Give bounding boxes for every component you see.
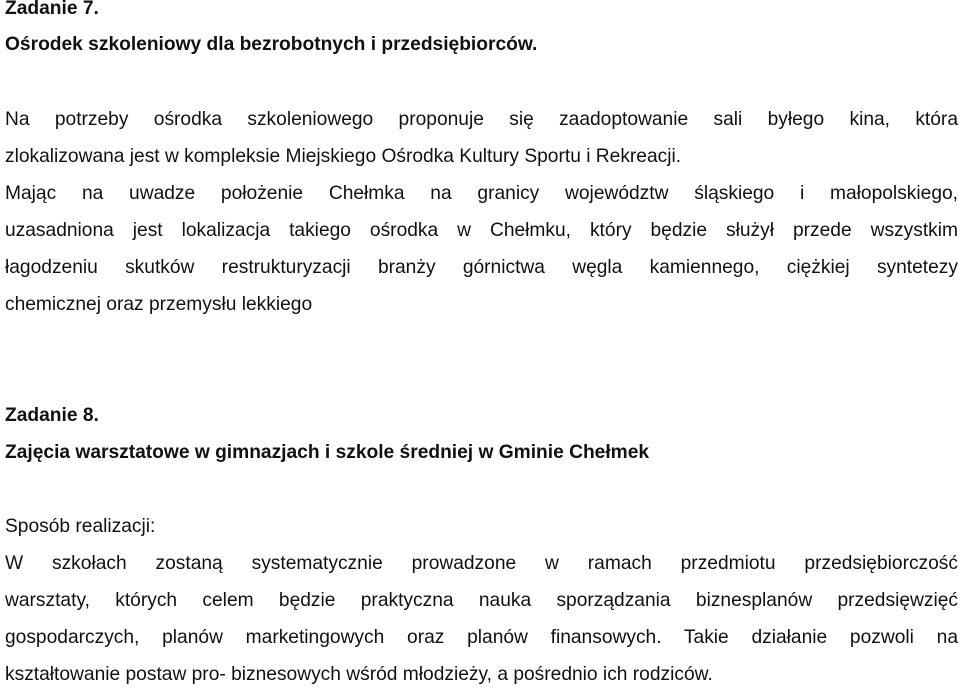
task8-method-label: Sposób realizacji: [5, 516, 156, 537]
task7-paragraph-line: łagodzeniu skutków restrukturyzacji branży górnictwa węgla kamiennego, ciężkiej syntetezy [5, 257, 958, 278]
task7-title: Ośrodek szkoleniowy dla bezrobotnych i przedsiębiorców. [5, 34, 538, 55]
task8-paragraph-line: warsztaty, których celem będzie praktyczna nauka sporządzania biznesplanów przedsięwzięć [5, 590, 958, 611]
task7-paragraph-line: uzasadniona jest lokalizacja takiego ośrodka w Chełmku, który będzie służył przede wszystkim [5, 220, 958, 241]
task7-paragraph-line: zlokalizowana jest w kompleksie Miejskiego Ośrodka Kultury Sportu i Rekreacji. [5, 146, 682, 167]
task8-paragraph-line: gospodarczych, planów marketingowych oraz planów finansowych. Takie działanie pozwoli na [5, 627, 958, 648]
task7-paragraph-line: chemicznej oraz przemysłu lekkiego [5, 294, 313, 315]
task8-paragraph-line: kształtowanie postaw pro- biznesowych wśród młodzieży, a pośrednio ich rodziców. [5, 664, 713, 685]
task8-paragraph-line: W szkołach zostaną systematycznie prowadzone w ramach przedmiotu przedsiębiorczość [5, 553, 958, 574]
task8-heading: Zadanie 8. [5, 405, 99, 426]
task7-heading: Zadanie 7. [5, 0, 99, 19]
task8-title: Zajęcia warsztatowe w gimnazjach i szkole średniej w Gminie Chełmek [5, 442, 650, 463]
task7-paragraph-line: Na potrzeby ośrodka szkoleniowego proponuje się zaadoptowanie sali byłego kina, która [5, 109, 958, 130]
task7-paragraph-line: Mając na uwadze położenie Chełmka na granicy województw śląskiego i małopolskiego, [5, 183, 958, 204]
